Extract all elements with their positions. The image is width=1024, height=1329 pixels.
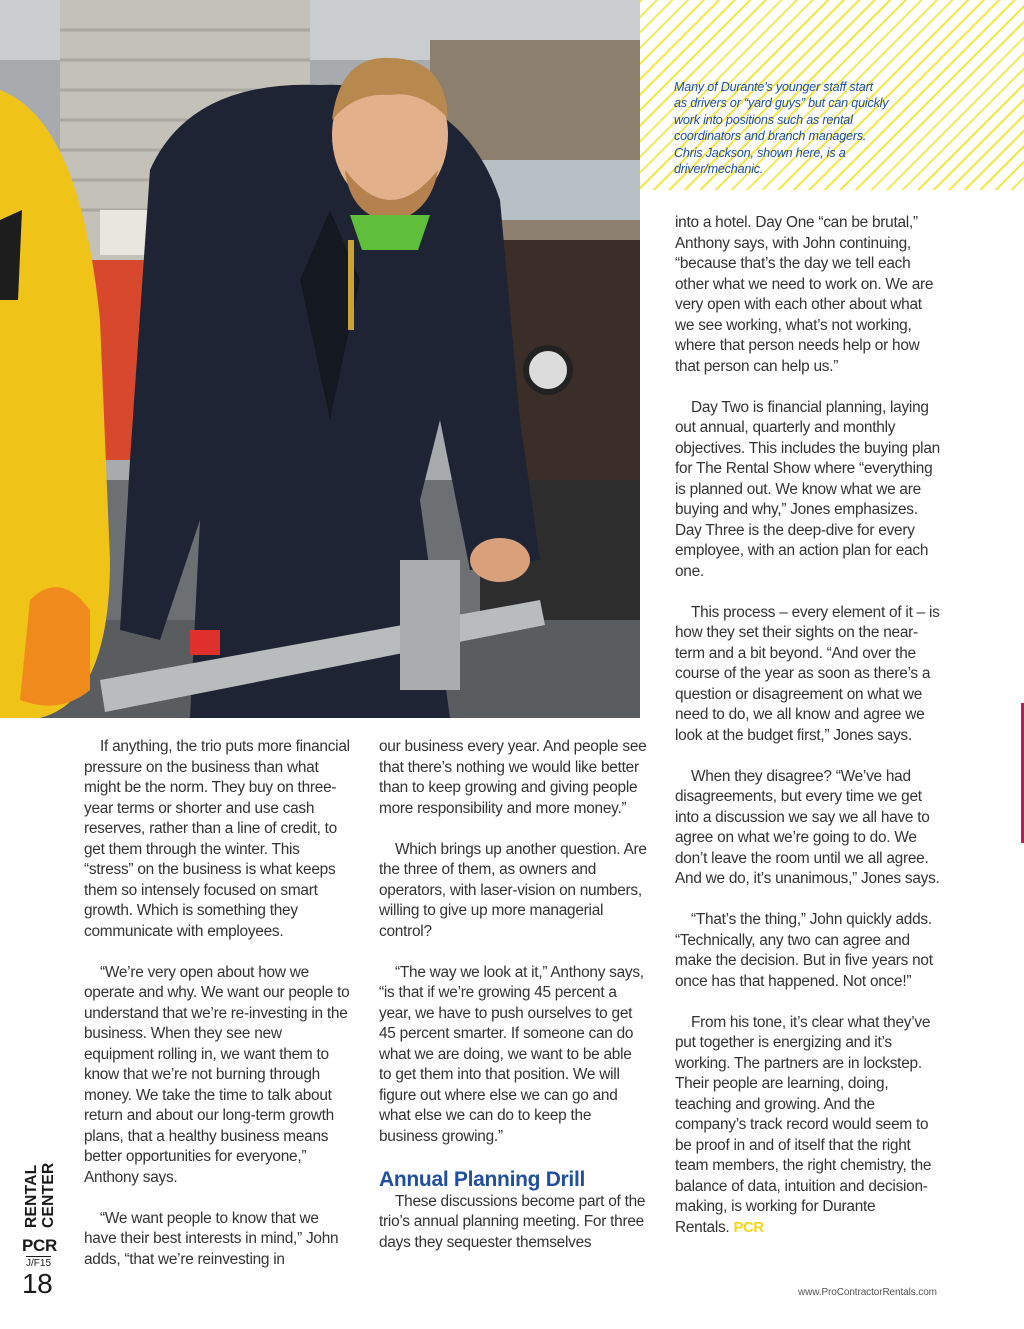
subhead: Annual Planning Drill: [379, 1167, 586, 1191]
paragraph: into a hotel. Day One “can be brutal,” Anthony says, with John continuing, “because that’s the day we tell each other what we need to work on. We are very open with each other about what we see working, what’s not working, where that person needs help or how that person can help us.”: [675, 214, 934, 375]
paragraph: our business every year. And people see that there’s nothing we would like better than to keep growing and giving people more responsibility and more money.”: [379, 738, 647, 817]
paragraph-text: From his tone, it’s clear what they’ve put together is energizing and it’s working. The partners are in lockstep. Their people are learning, doing, teaching and growing. And the company’s track record would seem to be proof in and of itself that the right team members, the right chemistry, the balance of data, intuition and decision-making, is working for Durante Rentals.: [675, 1013, 932, 1236]
issue-label: J/F15: [26, 1258, 52, 1269]
paragraph: These discussions become part of the trio’s annual planning meeting. For three days they sequester themselves: [379, 1192, 646, 1251]
paragraph: Which brings up another question. Are the three of them, as owners and operators, with laser-vision on numbers, willing to give up more managerial control?: [379, 840, 647, 940]
paragraph: If anything, the trio puts more financial pressure on the business than what might be the norm. They buy on three-year terms or shorter and use cash reserves, rather than a line of credit, to get them through the winter. This “stress” on the business is what keeps them so intensely focused on smart growth. Which is something they communicate with employees.: [84, 738, 350, 940]
paragraph: “We want people to know that we have their best interests in mind,” John adds, “that we’re reinvesting in: [84, 1209, 339, 1268]
photo-illustration: [0, 0, 640, 718]
paragraph: “The way we look at it,” Anthony says, “is that if we’re growing 45 percent a year, we have to push ourselves to get 45 percent smarter. If someone can do what we are doing, we want to be able to get them into that position. We will figure out where else we can go and what else we can do to keep the business growing.”: [379, 963, 644, 1145]
paragraph: “That’s the thing,” John quickly adds. “Technically, any two can agree and make the decision. But in five years not once has that happened. Not once!”: [675, 911, 933, 990]
section-label: [23, 1150, 63, 1228]
paragraph: This process – every element of it – is how they set their sights on the near-term and a bit beyond. “And over the course of the year as soon as there’s a question or disagreement on what we need to do, we all know and agree we look at the budget first,” Jones says.: [675, 603, 940, 744]
website-url: www.ProContractorRentals.com: [798, 1287, 937, 1298]
article-column-1: [84, 737, 352, 1291]
paragraph: When they disagree? “We’ve had disagreements, but every time we get into a discussion we say we all have to agree on what we’re going to do. We don’t leave the room until we all agree. And we do, it’s unanimous,” Jones says.: [675, 767, 940, 887]
section-label-text: RENTAL CENTER: [23, 1162, 57, 1228]
paragraph: “We’re very open about how we operate and why. We want our people to understand that we’re re-investing in the business. When they see new equipment rolling in, we want them to know that we’re not burning through money. We take the time to talk about return and about our long-term growth plans, that a healthy business means better opportunities for everyone,” Anthony says.: [84, 963, 350, 1186]
paragraph: Day Two is financial planning, laying out annual, quarterly and monthly objectives. This includes the buying plan for The Rental Show where “everything is planned out. We know what we are buying and why,” Jones emphasizes. Day Three is the deep-dive for every employee, with an action plan for each one.: [675, 398, 940, 580]
final-paragraph: [675, 1013, 943, 1239]
end-mark: PCR: [733, 1218, 764, 1236]
photo-caption: Many of Durante’s younger staff start as drivers or “yard guys” but can quickly work into positions such as rental coordinators and branch managers. Chris Jackson, shown here, is a driver/mechanic.: [674, 80, 889, 177]
feature-photo: [0, 0, 640, 718]
page-number: 18: [22, 1268, 53, 1299]
article-column-3: [675, 213, 943, 1259]
article-column-2: [379, 737, 647, 1274]
magazine-logo: PCR: [22, 1236, 57, 1255]
